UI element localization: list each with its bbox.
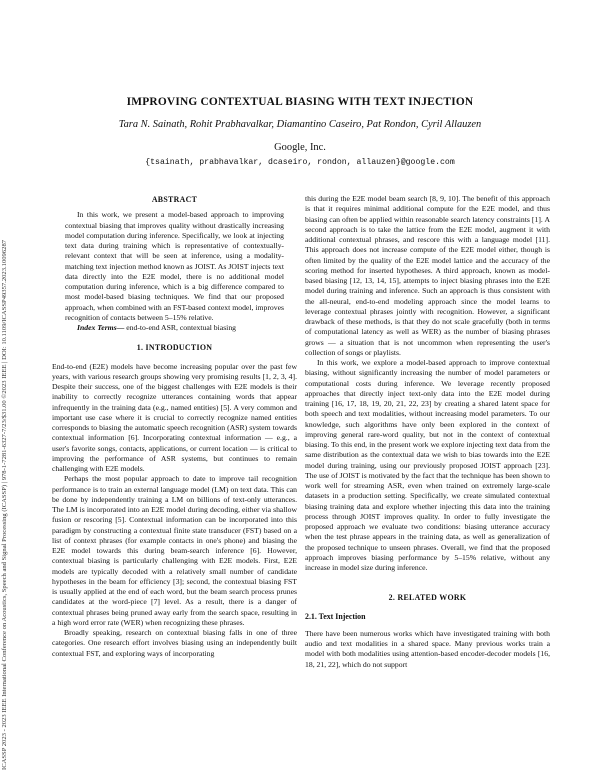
intro-paragraph-3: Broadly speaking, research on contextual biasing falls in one of three categories. One research effort involves biasing using an independently built contextual FST, and exploring ways of incorporating xyxy=(52,628,297,658)
abstract-heading: ABSTRACT xyxy=(151,195,198,204)
abstract-text: In this work, we present a model-based approach to improving contextual biasing that improves quality without drastically increasing model computation during inference. Specifically, we look at injecting text data during training which is representative of contextually-relevant context that will be seen at inference, using a modality-matching text injection method known as JOIST. As JOIST injects text data directly into the E2E model, there is no additional model computation during inference, which is a big difference compared to most model-based biasing techniques. We find that our proposed approach, when combined with an FST-based context model, improves recognition of contacts between 5–15% relative. xyxy=(65,210,284,322)
affiliation: Google, Inc. xyxy=(274,142,326,153)
abstract xyxy=(52,210,297,333)
author-list: Tara N. Sainath, Rohit Prabhavalkar, Diamantino Caseiro, Pat Rondon, Cyril Allauzen xyxy=(118,119,482,130)
intro-paragraph-5: In this work, we explore a model-based approach to improve contextual biasing, without significantly increasing the number of model parameters or computational costs during inference. We leverage recently proposed approaches that directly inject text-only data into the E2E model during training [16, 17, 18, 19, 20, 21, 22, 23] by creating a shared latent space for both speech and text modalities, without increasing model parameters. To our knowledge, such algorithms have only been explored in the context of improving general rare-word quality, but not in the context of contextual biasing. To this end, in the present work we explore injecting text data from the same distribution as the contextual data we wish to bias towards into the E2E model during training, using our previously proposed JOIST approach [23]. The use of JOIST is motivated by the fact that the technique has been shown to work well for streaming ASR, even when trained on extremely large-scale datasets in a production setting. Specifically, we create simulated contextual biasing training data and explore whether injecting this data into the training process through JOIST improves quality. In order to fully investigate the proposed approach we evaluate two conditions: biasing utterance accuracy when the test phrase appears in the training data, as well as generalization of the proposed technique to unseen phrases. Overall, we find that the proposed approach improves biasing performance by 5–15% relative, without any increase in model size during inference. xyxy=(305,358,550,572)
intro-paragraph-4: this during the E2E model beam search [8, 9, 10]. The benefit of this approach is that it requires minimal additional compute for the E2E model, and thus biasing can often be applied within reasonable search latency constraints [1]. A second approach is to take the lattice from the E2E model, augment it with additional contextual phrases, and rescore this with a language model [11]. This approach does not increase compute of the E2E model either, though is often limited by the quality of the E2E model lattice and the accuracy of the scoring method for inserted hypotheses. A third approach, known as model-based biasing [12, 13, 14, 15], attempts to inject biasing phrases into the E2E model during training and inference. Such an approach is thus consistent with the all-neural, end-to-end modeling approach since the model learns to leverage contextual phrases jointly with recognition. However, a significant drawback of these methods, is that they do not scale gracefully (both in terms of computational latency as well as WER) as the number of biasing phrases grows — a situation that is not uncommon when representing the user's collection of songs or playlists. xyxy=(305,194,550,357)
side-strip xyxy=(1,70,15,770)
intro-paragraph-2: Perhaps the most popular approach to date to improve tail recognition performance is to train an external language model (LM) on text data. This can be done by independently training a LM on billions of text-only utterances. The LM is incorporated into an E2E model during decoding, either via shallow fusion or rescoring [5]. Contextual information can be incorporated into this paradigm by constructing a contextual finite state transducer (FST) based on a list of context phrases (for example contacts in one's phone) and biasing the E2E model towards this during beam-search inference [6]. However, contextual biasing is particularly challenging with E2E models. First, E2E models are typically decoded with a relatively small number of candidate hypotheses in the beam for efficiency [3]; second, the contextual biasing FST is usually applied at the end of each word, but the beam search process prunes candidates at the word-piece [7] level. As a result, there is a danger of contextual phrases being pruned away early from the search space, resulting in a high word error rate (WER) when recognizing these phrases. xyxy=(52,474,297,627)
paper-title: IMPROVING CONTEXTUAL BIASING WITH TEXT INJECTION xyxy=(126,96,474,108)
index-terms-label: Index Terms— xyxy=(77,323,125,332)
intro-heading: 1. INTRODUCTION xyxy=(136,343,213,353)
intro-paragraph-1: End-to-end (E2E) models have become increasing popular over the past few years, with various research groups showing very promising results [1, 2, 3, 4]. Despite their success, one of the biggest challenges with E2E models is their inability to correctly recognize utterances containing words that appear infrequently in the training data (e.g., named entities) [5]. A very common and important use case where it is crucial to correctly recognize named entities corresponds to biasing the automatic speech recognition (ASR) system towards contextual information [6]. Incorporating contextual information — e.g., a user's favorite songs, contacts, applications, or current location — is critical to improving the performance of ASR systems, but continues to remain challenging with E2E models. xyxy=(52,361,297,473)
text-injection-heading: 2.1. Text Injection xyxy=(305,611,366,621)
conference-doi-line: ICASSP 2023 - 2023 IEEE International Conference on Acoustics, Speech and Signal Processing (ICASSP) | 978-1-7281-6327-7/23/$31.00 ©2023 IEEE | DOI: 10.1109/ICASSP49357.2023.10096287 xyxy=(1,239,8,770)
left-column xyxy=(52,190,297,659)
index-terms-text: end-to-end ASR, contextual biasing xyxy=(124,323,237,332)
related-paragraph-1: There have been numerous works which have investigated training with both audio and text modalities in a shared space. Many previous works train a model with both modalities using attention-based encoder-decoder models [16, 18, 21, 22], which do not support xyxy=(305,628,550,669)
author-emails: {tsainath, prabhavalkar, dcaseiro, rondon, allauzen}@google.com xyxy=(145,158,455,167)
index-terms xyxy=(65,323,284,333)
right-column xyxy=(305,194,550,670)
related-work-heading: 2. RELATED WORK xyxy=(388,593,467,603)
